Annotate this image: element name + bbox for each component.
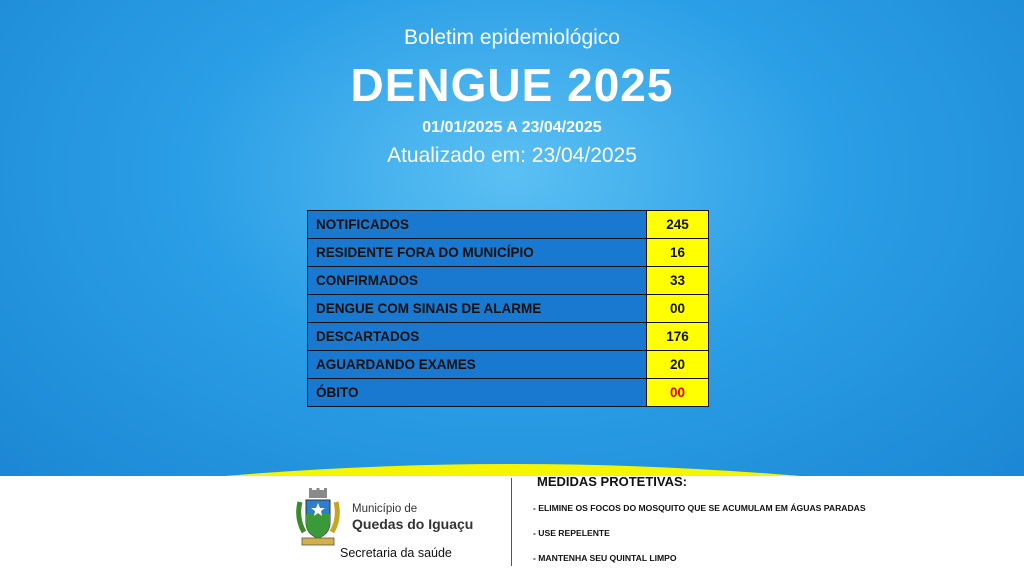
table-row xyxy=(308,351,709,379)
row-label-nonresident: RESIDENTE FORA DO MUNICÍPIO xyxy=(308,239,647,267)
department-name: Secretaria da saúde xyxy=(340,546,452,560)
page-title: DENGUE 2025 xyxy=(350,59,674,111)
table-row xyxy=(308,211,709,239)
table-row xyxy=(308,379,709,407)
row-value-nonresident: 16 xyxy=(647,239,709,267)
table-row xyxy=(308,267,709,295)
table-row xyxy=(308,323,709,351)
row-label-confirmed: CONFIRMADOS xyxy=(308,267,647,295)
municipality-label: Município de xyxy=(352,503,418,515)
bulletin-subtitle: Boletim epidemiológico xyxy=(404,26,620,49)
city-name: Quedas do Iguaçu xyxy=(352,516,474,532)
last-updated: Atualizado em: 23/04/2025 xyxy=(387,144,637,167)
row-value-confirmed: 33 xyxy=(647,267,709,295)
measure-item: - MANTENHA SEU QUINTAL LIMPO xyxy=(533,553,677,563)
measure-item: - ELIMINE OS FOCOS DO MOSQUITO QUE SE ACUMULAM EM ÁGUAS PARADAS xyxy=(533,503,866,513)
dengue-stats-table xyxy=(307,210,709,407)
row-value-notified: 245 xyxy=(647,211,709,239)
row-label-discarded: DESCARTADOS xyxy=(308,323,647,351)
row-value-alarm-signs: 00 xyxy=(647,295,709,323)
report-period: 01/01/2025 A 23/04/2025 xyxy=(422,119,602,136)
footer-panel xyxy=(0,476,1024,576)
measures-title: MEDIDAS PROTETIVAS: xyxy=(537,474,687,489)
row-label-alarm-signs: DENGUE COM SINAIS DE ALARME xyxy=(308,295,647,323)
footer-divider xyxy=(511,478,512,566)
coat-of-arms-icon xyxy=(292,488,344,548)
measure-item: - USE REPELENTE xyxy=(533,528,610,538)
row-value-awaiting-tests: 20 xyxy=(647,351,709,379)
row-label-deaths: ÓBITO xyxy=(308,379,647,407)
row-label-awaiting-tests: AGUARDANDO EXAMES xyxy=(308,351,647,379)
table-row xyxy=(308,295,709,323)
row-label-notified: NOTIFICADOS xyxy=(308,211,647,239)
row-value-deaths: 00 xyxy=(647,379,709,407)
row-value-discarded: 176 xyxy=(647,323,709,351)
table-row xyxy=(308,239,709,267)
